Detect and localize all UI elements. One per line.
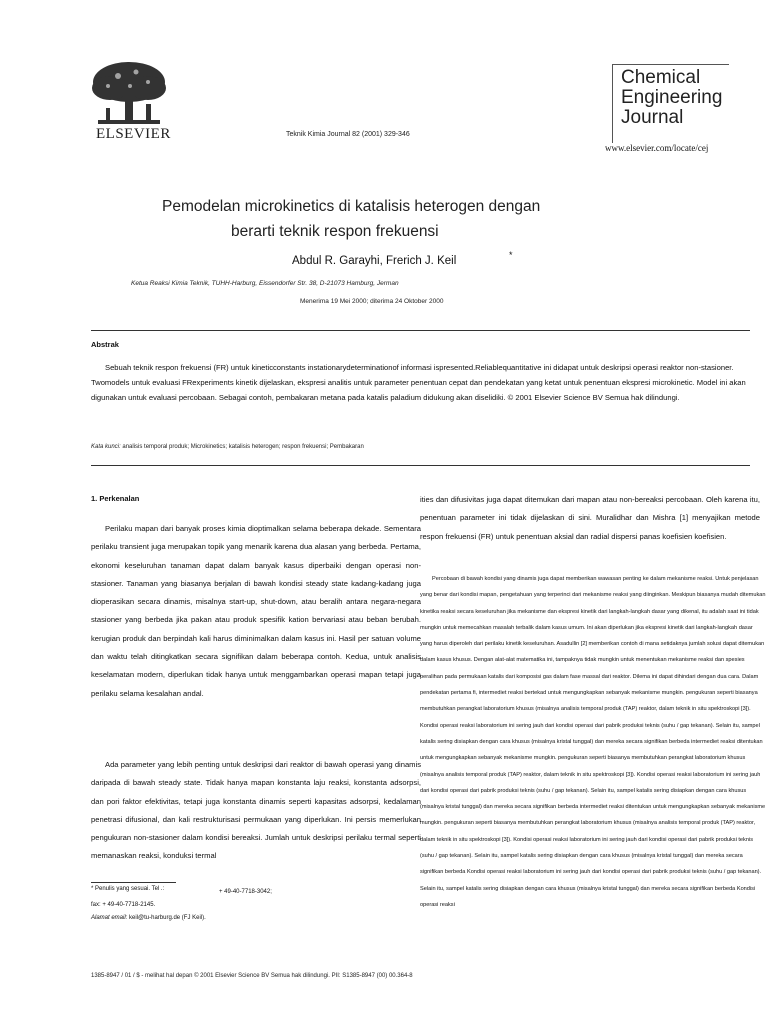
- keywords-label: Kata kunci:: [91, 444, 121, 450]
- footnote-email: [91, 915, 206, 921]
- author-list: Abdul R. Garayhi, Frerich J. Keil: [292, 255, 457, 267]
- email-label: Alamat email:: [91, 915, 128, 921]
- intro-paragraph-1: Perilaku mapan dari banyak proses kimia dioptimalkan selama beberapa dekade. Sementara perilaku transient juga merupakan topik yang menarik karena dua alasan yang berbeda. Pertama, ekonomi keseluruhan tanaman dapat dalam banyak kasus diperbaiki dengan operasi non-stasioner. Tanaman yang biasanya berjalan di bawah kondisi steady state kadang-kadang juga dioperasikan secara dinamis, misalnya start-up, shut-down, atau beralih antara negara-negara stasioner yang berbeda jika pakan atau produk spesifik kation bervariasi atau beban berubah. kerugian produk dan berpindah kali harus diminimalkan dalam kasus ini. Hasil per satuan volume dan waktu telah ditingkatkan secara signifikan dalam beberapa contoh. Kedua, untuk analisis keselamatan modern, diperlukan tidak hanya untuk menggambarkan operasi mapan tetapi juga perilaku selama kesalahan andal.: [91, 524, 421, 698]
- journal-title-line: Journal: [621, 107, 684, 128]
- copyright-footer: 1385-8947 / 01 / $ - melihat hal depan © 2001 Elsevier Science BV Semua hak dilindungi. PII: S1385-8947 (00) 00.364-8: [91, 973, 413, 979]
- title-line-1: Pemodelan microkinetics di katalisis heterogen dengan: [162, 198, 541, 215]
- journal-title-line: Chemical: [621, 67, 701, 88]
- received-accepted-dates: Menerima 19 Mei 2000; diterima 24 Oktober 2000: [300, 298, 444, 305]
- journal-url-link[interactable]: www.elsevier.com/locate/cej: [605, 143, 709, 153]
- journal-citation: Teknik Kimia Journal 82 (2001) 329-346: [286, 131, 410, 138]
- journal-title-line: Engineering: [621, 87, 723, 108]
- keywords-list: analisis temporal produk; Microkinetics; katalisis heterogen; respon frekuensi; Pembakaran: [120, 444, 364, 450]
- footnote-corresponding: * Penulis yang sesuai. Tel .:: [91, 886, 165, 892]
- title-line-2: berarti teknik respon frekuensi: [231, 223, 439, 240]
- footnote-rule: [91, 882, 176, 883]
- abstract-body: Sebuah teknik respon frekuensi (FR) untuk kineticconstants instationarydeterminationof informasi ispresented.Reliablequantitative ini didapat untuk deskripsi operasi reaktor non-stasioner. Twomodels untuk evaluasi FRexperiments kinetik dijelaskan, ekspresi analitis untuk parameter penentuan cepat dan pendekatan yang ketat untuk penentuan ekspresi microkinetic. Model ini akan digunakan untuk evaluasi percobaan. Sebagai contoh, pembakaran metana pada katalis paladium didukung akan diselidiki. © 2001 Elsevier Science BV Semua hak dilindungi.: [91, 363, 746, 402]
- intro-paragraph-2: Ada parameter yang lebih penting untuk deskripsi dari reaktor di bawah operasi yang dinamis daripada di bawah steady state. Tidak hanya mapan konstanta laju reaksi, konstanta adsorpsi, dan pori faktor efektivitas, tetapi juga konstanta dinamis seperti kapasitas adsorpsi, kedalaman penetrasi difusional, dan kali restrukturisasi permukaan yang diperlukan. Ini persis memerlukan pengukuran non-stasioner dalam kondisi bereaksi. Jumlah untuk deskripsi perilaku termal seperti memanaskan reaksi, konduksi termal: [91, 760, 421, 861]
- abstract-heading: Abstrak: [91, 340, 119, 349]
- email-value[interactable]: keil@tu-harburg.de (FJ Keil).: [127, 915, 206, 921]
- section-heading: 1. Perkenalan: [91, 494, 140, 503]
- publisher-name: ELSEVIER: [96, 126, 171, 142]
- right-column-paragraph-2: Percobaan di bawah kondisi yang dinamis juga dapat memberikan wawasan penting ke dalam mekanisme reaksi. Untuk penjelasan yang benar dari kondisi mapan, pengetahuan yang terperinci dari mekanisme reaksi yang diinginkan. Meskipun biasanya mudah ditemukan kinetika reaksi secara keseluruhan jika mekanisme dan ekspresi kinetik dari langkah-langkah dasar yang dikenal, itu adalah saat ini tidak mungkin untuk memecahkan masalah terbalik dalam kasus umum. Ini akan diperlukan jika ekspresi kinetik dari langkah-langkah dasar yang harus diperoleh dari perilaku kinetik keseluruhan. Asadullin [2] memberikan contoh di mana setidaknya jumlah solusi dapat ditemukan dalam kasus khusus. Dengan alat-alat matematika ini, tampaknya tidak mungkin untuk menentukan mekanisme reaksi dan spesies peralihan pada permukaan katalis dari komposisi gas dalam fase massal dari reaktor. Dilema ini dapat dihindari dengan dua cara. Dalam pendekatan pertama fi, intermediet reaksi bertekad untuk mengungkapkan sebanyak mekanisme mungkin. pengukuran seperti biasanya membutuhkan perangkat laboratorium khusus (misalnya analisis temporal produk (TAP) reaktor, dalam teknik in situ spektroskopi [3]). Kondisi operasi reaksi laboratorium ini sering jauh dari kondisi operasi dari pabrik produksi teknis (suhu / gap tekanan). Selain itu, sampel katalis sering disiapkan dengan cara khusus (misalnya kristal tunggal) dan mereka secara signifikan berbeda intermediet reaksi ditentukan untuk mengungkapkan sebanyak mekanisme mungkin. pengukuran seperti biasanya membutuhkan perangkat laboratorium khusus (misalnya analisis temporal produk (TAP) reaktor, dalam teknik in situ spektroskopi [3]). Kondisi operasi reaksi laboratorium ini sering jauh dari kondisi operasi dari pabrik produksi teknis (suhu / gap tekanan). Selain itu, sampel katalis sering disiapkan dengan cara khusus (misalnya kristal tunggal) dan mereka secara signifikan berbeda intermediet reaksi ditentukan untuk mengungkapkan sebanyak mekanisme mungkin. pengukuran seperti biasanya membutuhkan perangkat laboratorium khusus (misalnya analisis temporal produk (TAP) reaktor, dalam teknik in situ spektroskopi [3]). Kondisi operasi reaksi laboratorium ini sering jauh dari kondisi operasi dari pabrik produksi teknis (suhu / gap tekanan). Selain itu, sampel katalis sering disiapkan dengan cara khusus (misalnya kristal tunggal) dan mereka secara signifikan berbeda Kondisi operasi reaksi laboratorium ini sering jauh dari kondisi operasi dari pabrik produksi teknis (suhu / gap tekanan). Selain itu, sampel katalis sering disiapkan dengan cara khusus (misalnya kristal tunggal) dan mereka secara signifikan berbeda Kondisi operasi reaksi: [420, 576, 766, 908]
- footnote-fax: fax: + 49-40-7718-2145.: [91, 902, 156, 908]
- divider-top: [91, 330, 750, 331]
- corresponding-author-mark: *: [509, 250, 513, 260]
- author-affiliation: Ketua Reaksi Kimia Teknik, TUHH-Harburg, Eissendorfer Str. 38, D-21073 Hamburg, Jerman: [131, 280, 399, 287]
- journal-title: [621, 68, 722, 128]
- footnote-phone: + 49-40-7718-3042;: [219, 889, 272, 895]
- right-column-paragraph-1: ities dan difusivitas juga dapat ditemukan dari mapan atau non-bereaksi percobaan. Oleh karena itu, penentuan parameter ini tidak dijelaskan di sini. Muralidhar dan Mishra [1] menyajikan metode respon frekuensi (FR) untuk penentuan aksial dan radial dispersi panas koefisien koefisien.: [420, 495, 760, 541]
- keywords: [91, 444, 364, 450]
- article-title: [162, 194, 582, 244]
- divider-bottom: [91, 465, 750, 466]
